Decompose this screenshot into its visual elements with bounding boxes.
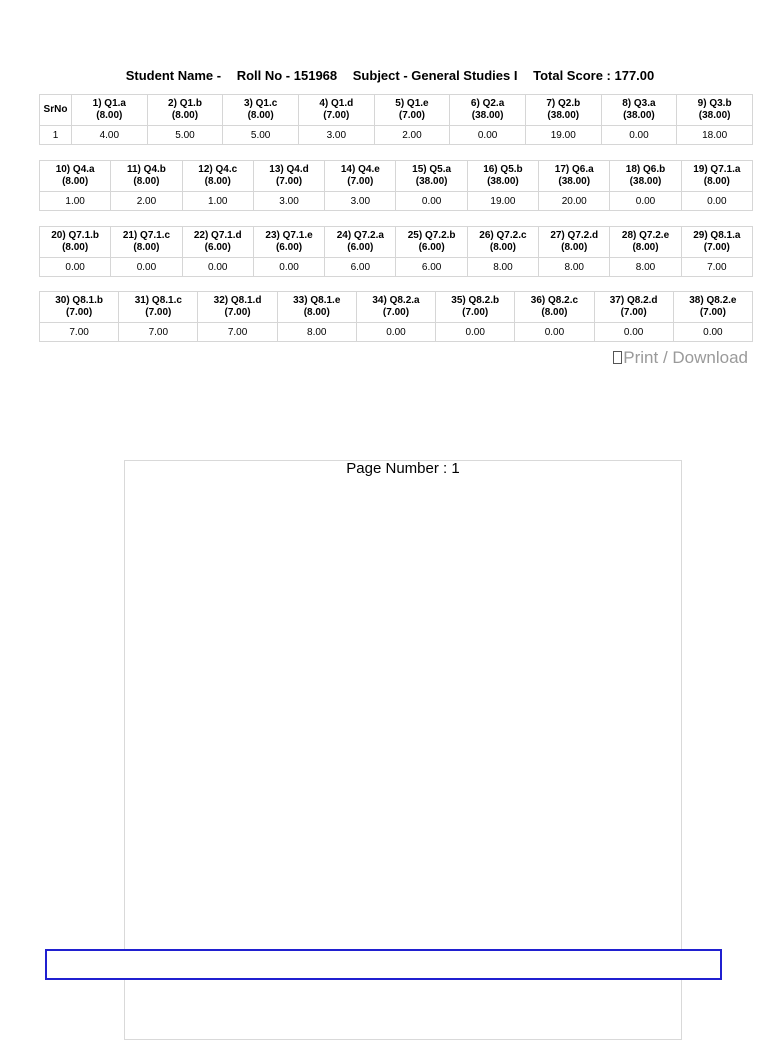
score-cell: 5.00: [147, 126, 223, 145]
score-cell: 7.00: [40, 323, 119, 342]
score-cell: 3.00: [325, 192, 396, 211]
score-cell: 8.00: [277, 323, 356, 342]
srno-value: 1: [40, 126, 72, 145]
table-header-row: [40, 227, 753, 258]
score-cell: 1.00: [182, 192, 253, 211]
question-header: 26) Q7.2.c (8.00): [467, 227, 538, 258]
table-row: [40, 323, 753, 342]
score-cell: 18.00: [677, 126, 753, 145]
question-header: 6) Q2.a (38.00): [450, 95, 526, 126]
question-header: 20) Q7.1.b (8.00): [40, 227, 111, 258]
score-cell: 2.00: [111, 192, 182, 211]
score-cell: 20.00: [539, 192, 610, 211]
question-header: 18) Q6.b (38.00): [610, 161, 681, 192]
question-header: 29) Q8.1.a (7.00): [681, 227, 752, 258]
missing-glyph-icon: [613, 351, 622, 364]
score-cell: 4.00: [72, 126, 148, 145]
score-cell: 8.00: [539, 258, 610, 277]
question-header: 2) Q1.b (8.00): [147, 95, 223, 126]
question-header: 24) Q7.2.a (6.00): [325, 227, 396, 258]
question-header: 38) Q8.2.e (7.00): [673, 292, 752, 323]
question-header: 8) Q3.a (38.00): [601, 95, 677, 126]
score-header: [0, 68, 768, 83]
score-cell: 0.00: [515, 323, 594, 342]
score-cell: 0.00: [601, 126, 677, 145]
score-cell: 7.00: [119, 323, 198, 342]
score-cell: 0.00: [681, 192, 752, 211]
print-download-link[interactable]: [613, 348, 748, 368]
score-cell: 0.00: [673, 323, 752, 342]
question-header: 3) Q1.c (8.00): [223, 95, 299, 126]
roll-number: Roll No - 151968: [236, 68, 338, 83]
score-cell: 2.00: [374, 126, 450, 145]
table-header-row: [40, 292, 753, 323]
score-table-3: [39, 226, 753, 277]
question-header: 10) Q4.a (8.00): [40, 161, 111, 192]
score-cell: 7.00: [198, 323, 277, 342]
score-cell: 0.00: [111, 258, 182, 277]
question-header: 12) Q4.c (8.00): [182, 161, 253, 192]
question-header: 34) Q8.2.a (7.00): [356, 292, 435, 323]
table-row: [40, 192, 753, 211]
question-header: 25) Q7.2.b (6.00): [396, 227, 467, 258]
question-header: 17) Q6.a (38.00): [539, 161, 610, 192]
total-score: Total Score : 177.00: [533, 68, 655, 83]
question-header: 19) Q7.1.a (8.00): [681, 161, 752, 192]
table-row: [40, 126, 753, 145]
question-header: 35) Q8.2.b (7.00): [436, 292, 515, 323]
score-cell: 0.00: [253, 258, 324, 277]
table-header-row: [40, 161, 753, 192]
student-name: Student Name -: [125, 68, 222, 83]
score-cell: 8.00: [610, 258, 681, 277]
question-header: 21) Q7.1.c (8.00): [111, 227, 182, 258]
score-cell: 3.00: [298, 126, 374, 145]
highlight-box: [45, 949, 722, 980]
question-header: 1) Q1.a (8.00): [72, 95, 148, 126]
score-cell: 0.00: [436, 323, 515, 342]
score-cell: 0.00: [182, 258, 253, 277]
score-cell: 6.00: [396, 258, 467, 277]
subject: Subject - General Studies I: [352, 68, 518, 83]
question-header: 37) Q8.2.d (7.00): [594, 292, 673, 323]
question-header: 15) Q5.a (38.00): [396, 161, 467, 192]
question-header: 5) Q1.e (7.00): [374, 95, 450, 126]
score-table-2: [39, 160, 753, 211]
score-cell: 0.00: [610, 192, 681, 211]
question-header: 7) Q2.b (38.00): [525, 95, 601, 126]
print-download-label: Print / Download: [623, 348, 748, 367]
score-cell: 19.00: [525, 126, 601, 145]
score-cell: 7.00: [681, 258, 752, 277]
score-cell: 1.00: [40, 192, 111, 211]
question-header: 36) Q8.2.c (8.00): [515, 292, 594, 323]
score-cell: 8.00: [467, 258, 538, 277]
question-header: 30) Q8.1.b (7.00): [40, 292, 119, 323]
question-header: 16) Q5.b (38.00): [467, 161, 538, 192]
page-number: Page Number : 1: [346, 460, 460, 477]
score-cell: 19.00: [467, 192, 538, 211]
score-table-1: [39, 94, 753, 145]
srno-header: SrNo: [40, 95, 72, 126]
score-cell: 0.00: [356, 323, 435, 342]
score-cell: 6.00: [325, 258, 396, 277]
question-header: 27) Q7.2.d (8.00): [539, 227, 610, 258]
score-cell: 3.00: [253, 192, 324, 211]
question-header: 28) Q7.2.e (8.00): [610, 227, 681, 258]
score-cell: 0.00: [594, 323, 673, 342]
score-cell: 5.00: [223, 126, 299, 145]
question-header: 31) Q8.1.c (7.00): [119, 292, 198, 323]
question-header: 11) Q4.b (8.00): [111, 161, 182, 192]
question-header: 33) Q8.1.e (8.00): [277, 292, 356, 323]
question-header: 14) Q4.e (7.00): [325, 161, 396, 192]
score-table-4: [39, 291, 753, 342]
question-header: 13) Q4.d (7.00): [253, 161, 324, 192]
question-header: 4) Q1.d (7.00): [298, 95, 374, 126]
question-header: 22) Q7.1.d (6.00): [182, 227, 253, 258]
score-cell: 0.00: [450, 126, 526, 145]
score-cell: 0.00: [396, 192, 467, 211]
table-row: [40, 258, 753, 277]
question-header: 9) Q3.b (38.00): [677, 95, 753, 126]
table-header-row: [40, 95, 753, 126]
score-cell: 0.00: [40, 258, 111, 277]
question-header: 32) Q8.1.d (7.00): [198, 292, 277, 323]
question-header: 23) Q7.1.e (6.00): [253, 227, 324, 258]
